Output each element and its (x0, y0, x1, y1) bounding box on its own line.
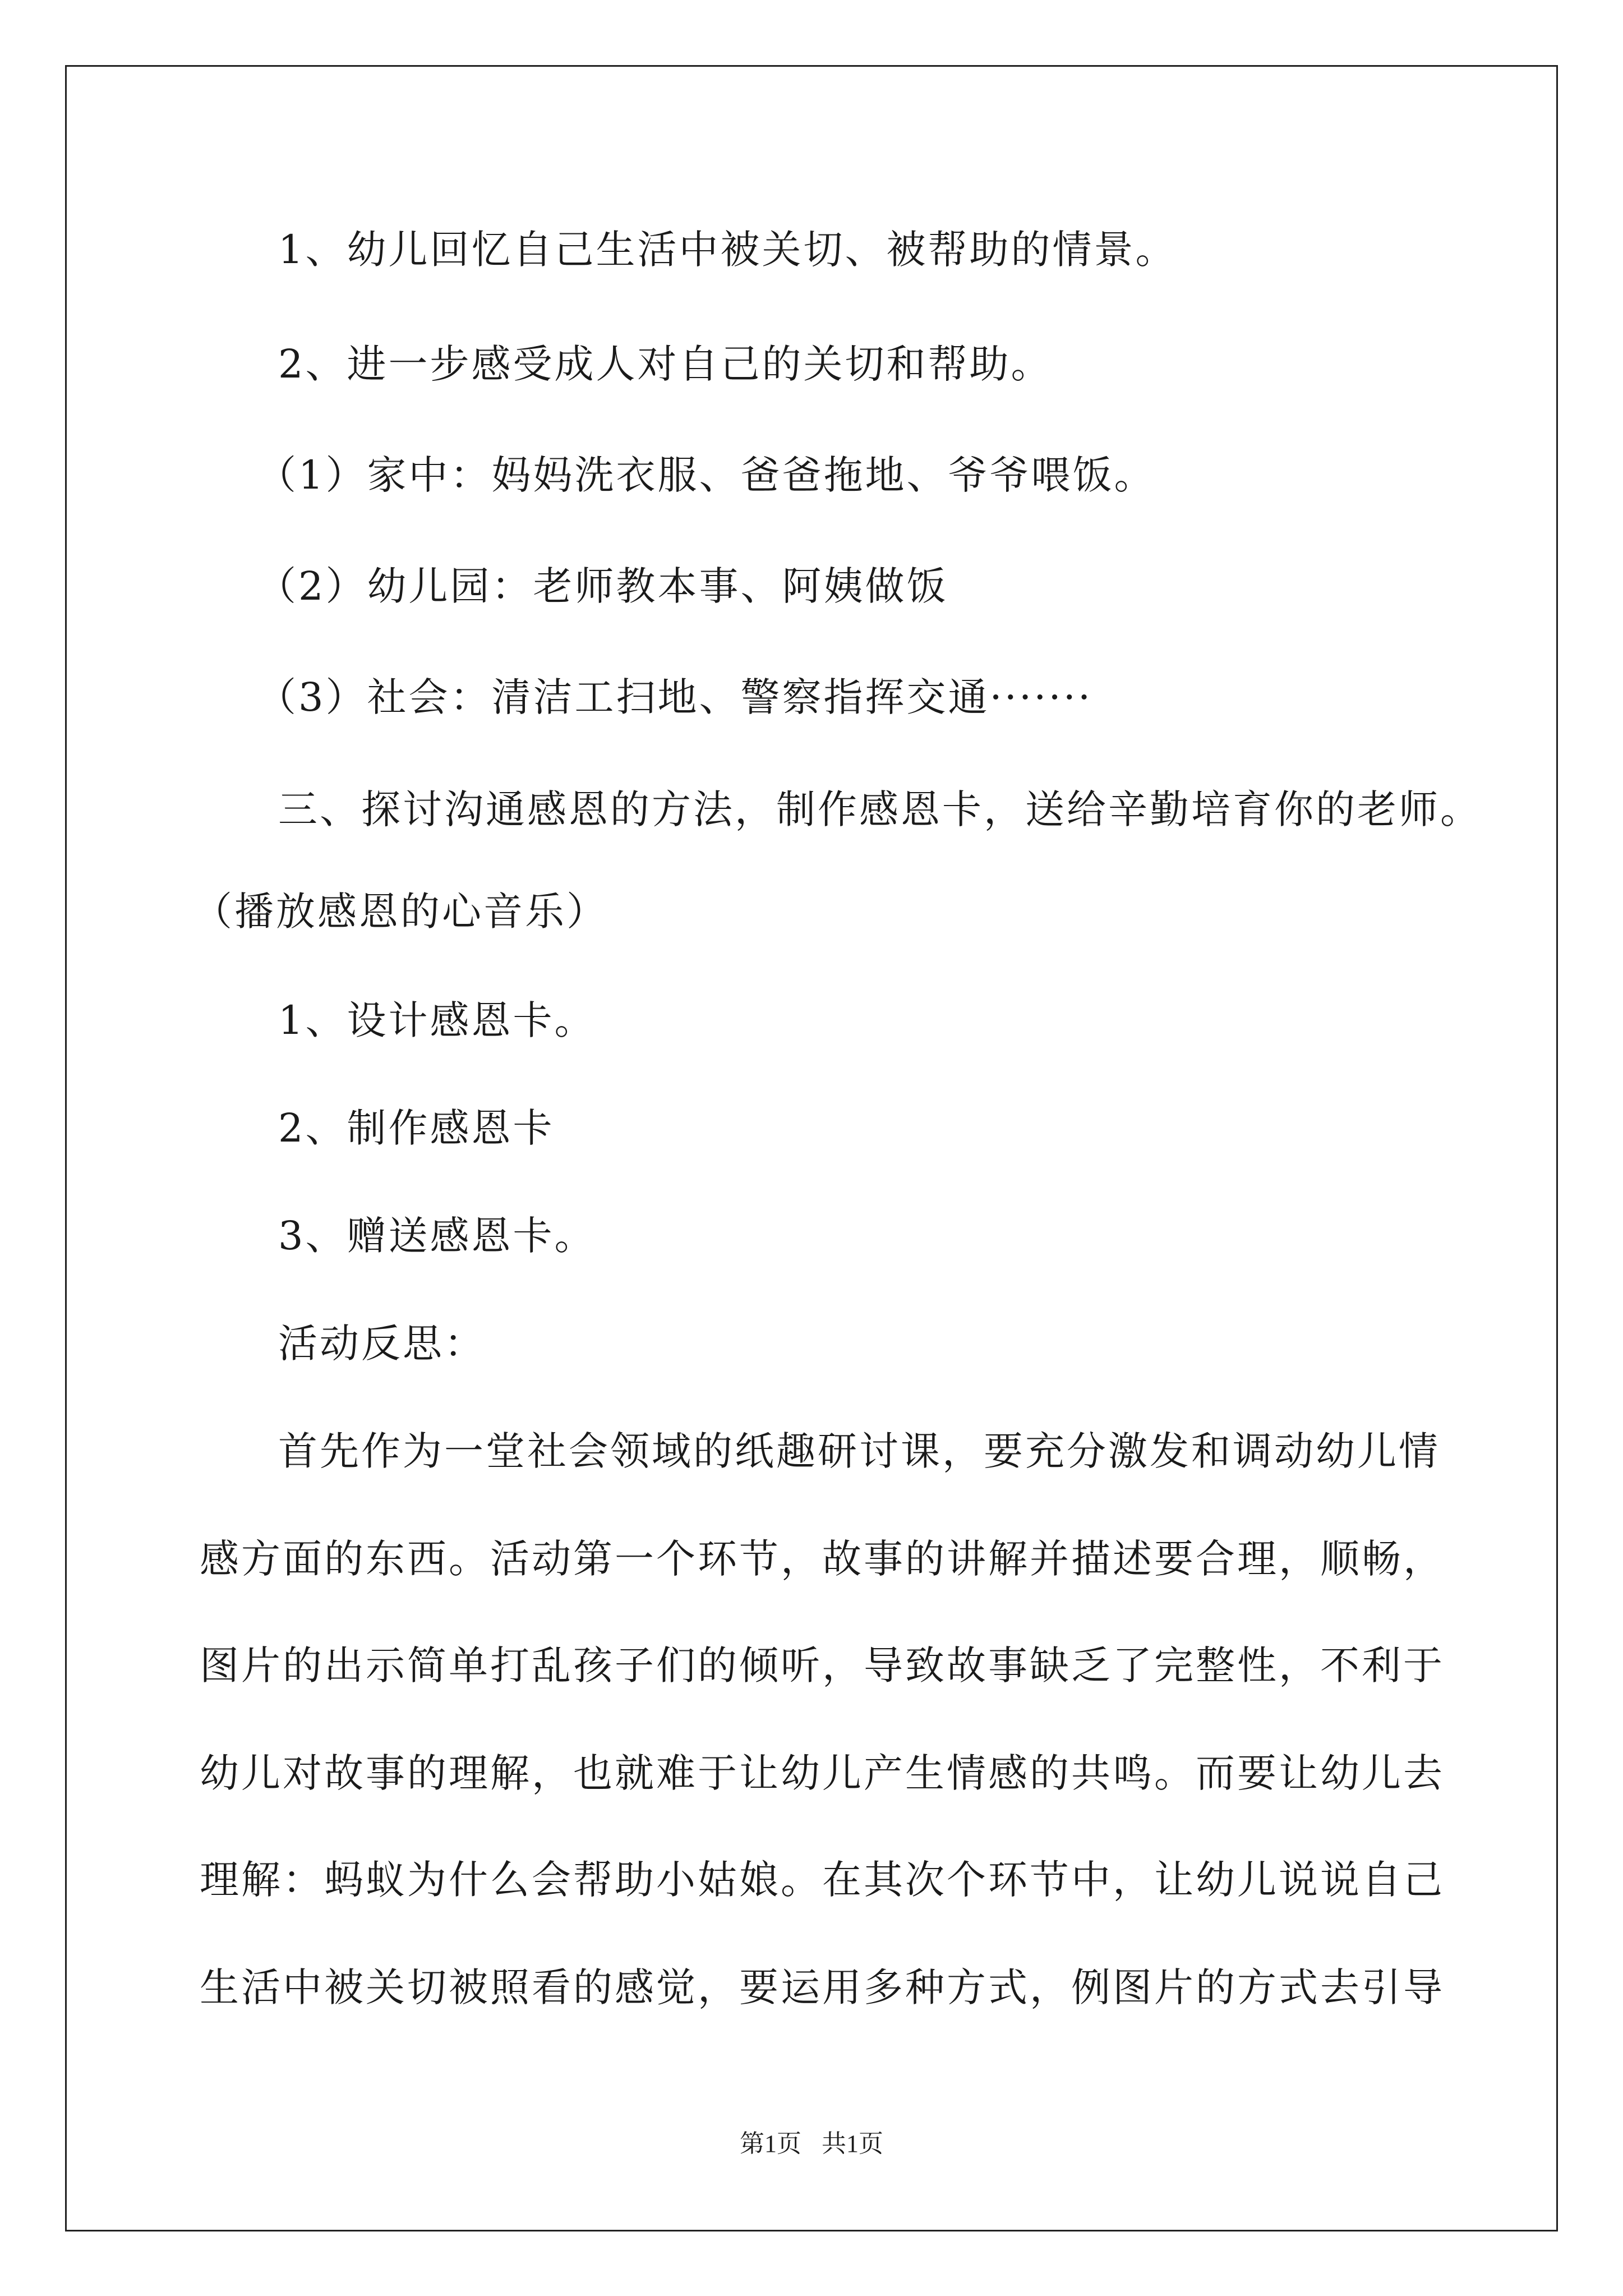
paragraph-line: （播放感恩的心音乐） (193, 889, 608, 935)
paragraph-line: 首先作为一堂社会领域的纸趣研讨课，要充分激发和调动幼儿情 (278, 1428, 1440, 1474)
paragraph-line: 2、进一步感受成人对自己的关切和帮助。 (278, 341, 1053, 387)
paragraph-line: 三、探讨沟通感恩的方法，制作感恩卡，送给辛勤培育你的老师。 (278, 786, 1482, 832)
paragraph-line: 理解：蚂蚁为什么会帮助小姑娘。在其次个环节中，让幼儿说说自己 (200, 1857, 1445, 1903)
paragraph-line: 生活中被关切被照看的感觉，要运用多种方式，例图片的方式去引导 (200, 1964, 1445, 2010)
paragraph-line: 感方面的东西。活动第一个环节，故事的讲解并描述要合理，顺畅， (200, 1536, 1445, 1582)
paragraph-line: 图片的出示简单打乱孩子们的倾听，导致故事缺乏了完整性，不利于 (200, 1642, 1445, 1688)
paragraph-line: 1、幼儿回忆自己生活中被关切、被帮助的情景。 (278, 227, 1177, 273)
paragraph-line: 幼儿对故事的理解，也就难于让幼儿产生情感的共鸣。而要让幼儿去 (200, 1750, 1445, 1796)
paragraph-line: 2、制作感恩卡 (278, 1105, 555, 1151)
paragraph-line: （1）家中：妈妈洗衣服、爸爸拖地、爷爷喂饭。 (257, 452, 1156, 498)
page-total: 共1页 (822, 2130, 883, 2157)
paragraph-line: （3）社会：清洁工扫地、警察指挥交通······· (257, 674, 1093, 720)
paragraph-line: 1、设计感恩卡。 (278, 997, 596, 1043)
paragraph-line: 活动反思： (278, 1320, 486, 1366)
paragraph-line: （2）幼儿园：老师教本事、阿姨做饭 (257, 563, 948, 609)
page-number: 第1页 (740, 2130, 801, 2157)
page-footer (0, 2127, 1623, 2161)
paragraph-line: 3、赠送感恩卡。 (278, 1213, 596, 1259)
